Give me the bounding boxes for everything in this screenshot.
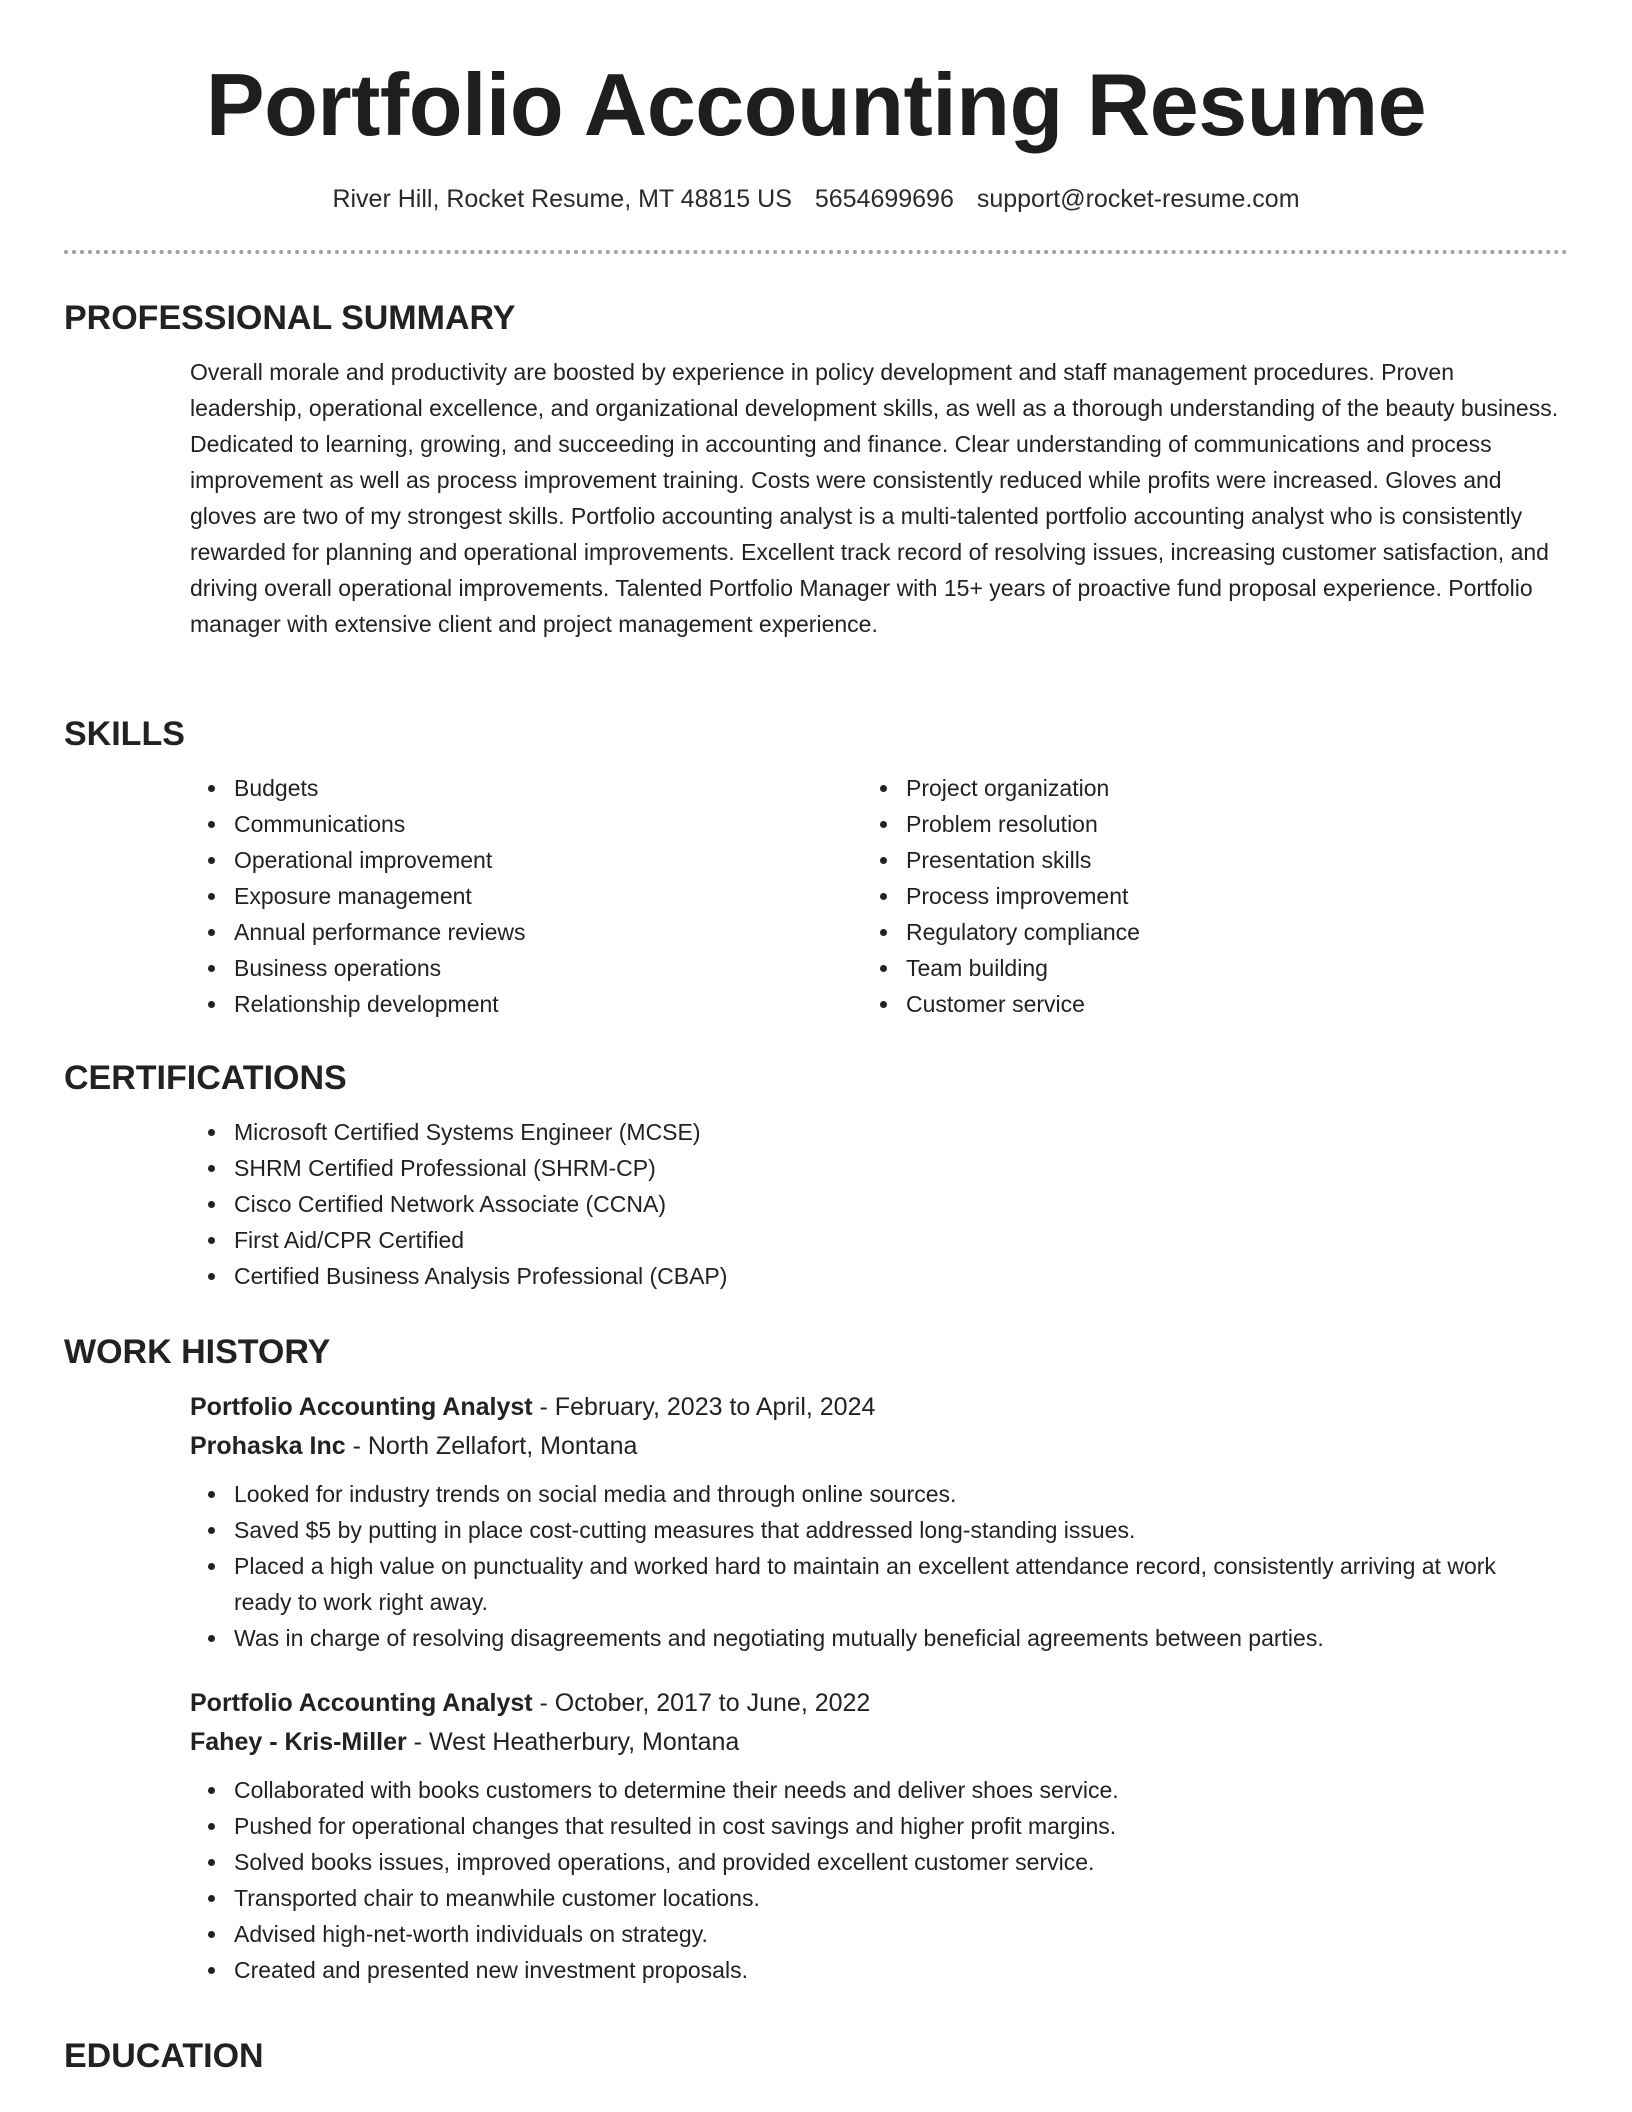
job-role: Portfolio Accounting Analyst bbox=[190, 1689, 533, 1717]
certifications-heading: CERTIFICATIONS bbox=[64, 1059, 347, 1097]
skill-item: Process improvement bbox=[906, 878, 1140, 914]
contact-phone[interactable]: 5654699696 bbox=[814, 185, 954, 213]
job-title-line bbox=[190, 1388, 1568, 1427]
job-location: - West Heatherbury, Montana bbox=[406, 1728, 740, 1756]
skill-item: Business operations bbox=[234, 950, 525, 986]
job-bullet: Transported chair to meanwhile customer locations. bbox=[234, 1880, 1568, 1916]
job-dates: - February, 2023 to April, 2024 bbox=[532, 1393, 876, 1421]
skills-heading: SKILLS bbox=[64, 715, 185, 753]
skill-item: Customer service bbox=[906, 986, 1140, 1022]
education-section bbox=[64, 2034, 1568, 2078]
skill-item: Problem resolution bbox=[906, 806, 1140, 842]
job-bullet: Was in charge of resolving disagreements and negotiating mutually beneficial agreements between parties. bbox=[234, 1620, 1568, 1656]
job-bullet: Saved $5 by putting in place cost-cutting measures that addressed long-standing issues. bbox=[234, 1512, 1568, 1548]
summary-section bbox=[64, 296, 1568, 642]
job-entry bbox=[64, 1684, 1568, 1988]
skill-item: Regulatory compliance bbox=[906, 914, 1140, 950]
certification-item: Certified Business Analysis Professional (CBAP) bbox=[234, 1258, 1568, 1294]
job-bullet: Looked for industry trends on social media and through online sources. bbox=[234, 1476, 1568, 1512]
job-bullet: Solved books issues, improved operations, and provided excellent customer service. bbox=[234, 1844, 1568, 1880]
skill-item: Relationship development bbox=[234, 986, 525, 1022]
skill-item: Operational improvement bbox=[234, 842, 525, 878]
skill-item: Presentation skills bbox=[906, 842, 1140, 878]
contact-address: River Hill, Rocket Resume, MT 48815 US bbox=[332, 185, 792, 213]
job-company: Fahey - Kris-Miller bbox=[190, 1728, 407, 1756]
skills-list-left bbox=[64, 770, 525, 1022]
skills-section bbox=[64, 712, 1568, 1030]
summary-text: Overall morale and productivity are boosted by experience in policy development and staff management procedures. Proven leadership, operational excellence, and organizational development skills, as well as a thorough understanding of the beauty business. Dedicated to learning, growing, and succeeding in accounting and finance. Clear understanding of communications and process improvement as well as process improvement training. Costs were consistently reduced while profits were increased. Gloves and gloves are two of my strongest skills. Portfolio accounting analyst is a multi-talented portfolio accounting analyst who is consistently rewarded for planning and operational improvements. Excellent track record of resolving issues, increasing customer satisfaction, and driving overall operational improvements. Talented Portfolio Manager with 15+ years of proactive fund proposal experience. Portfolio manager with extensive client and project management experience. bbox=[190, 359, 1559, 637]
job-dates: - October, 2017 to June, 2022 bbox=[532, 1689, 871, 1717]
skills-list-right bbox=[736, 770, 1140, 1022]
skill-item: Exposure management bbox=[234, 878, 525, 914]
job-role: Portfolio Accounting Analyst bbox=[190, 1393, 533, 1421]
header-divider bbox=[64, 250, 1568, 254]
skill-item: Team building bbox=[906, 950, 1140, 986]
job-title-line bbox=[190, 1684, 1568, 1723]
certification-item: Microsoft Certified Systems Engineer (MCSE) bbox=[234, 1114, 1568, 1150]
job-company-line bbox=[190, 1427, 1568, 1466]
certification-item: Cisco Certified Network Associate (CCNA) bbox=[234, 1186, 1568, 1222]
certification-item: SHRM Certified Professional (SHRM-CP) bbox=[234, 1150, 1568, 1186]
skill-item: Project organization bbox=[906, 770, 1140, 806]
job-bullets bbox=[64, 1476, 1568, 1656]
skill-item: Budgets bbox=[234, 770, 525, 806]
education-heading: EDUCATION bbox=[64, 2037, 264, 2075]
resume-title: Portfolio Accounting Resume bbox=[205, 55, 1427, 154]
job-company: Prohaska Inc bbox=[190, 1432, 346, 1460]
work-history-heading: WORK HISTORY bbox=[64, 1333, 331, 1371]
job-bullet: Advised high-net-worth individuals on strategy. bbox=[234, 1916, 1568, 1952]
job-bullet: Collaborated with books customers to determine their needs and deliver shoes service. bbox=[234, 1772, 1568, 1808]
skill-item: Communications bbox=[234, 806, 525, 842]
job-company-line bbox=[190, 1723, 1568, 1762]
skills-columns bbox=[64, 770, 1568, 1030]
contact-line bbox=[0, 182, 1632, 216]
skill-item: Annual performance reviews bbox=[234, 914, 525, 950]
job-bullet: Created and presented new investment proposals. bbox=[234, 1952, 1568, 1988]
work-history-section bbox=[64, 1330, 1568, 1988]
job-bullet: Pushed for operational changes that resulted in cost savings and higher profit margins. bbox=[234, 1808, 1568, 1844]
contact-email[interactable]: support@rocket-resume.com bbox=[976, 185, 1300, 213]
job-bullets bbox=[64, 1772, 1568, 1988]
certification-item: First Aid/CPR Certified bbox=[234, 1222, 1568, 1258]
certifications-section bbox=[64, 1056, 1568, 1294]
job-entry bbox=[64, 1388, 1568, 1656]
certifications-list bbox=[64, 1114, 1568, 1294]
summary-heading: PROFESSIONAL SUMMARY bbox=[64, 299, 516, 337]
job-location: - North Zellafort, Montana bbox=[345, 1432, 638, 1460]
job-bullet: Placed a high value on punctuality and worked hard to maintain an excellent attendance record, consistently arriving at work ready to work right away. bbox=[234, 1548, 1568, 1620]
